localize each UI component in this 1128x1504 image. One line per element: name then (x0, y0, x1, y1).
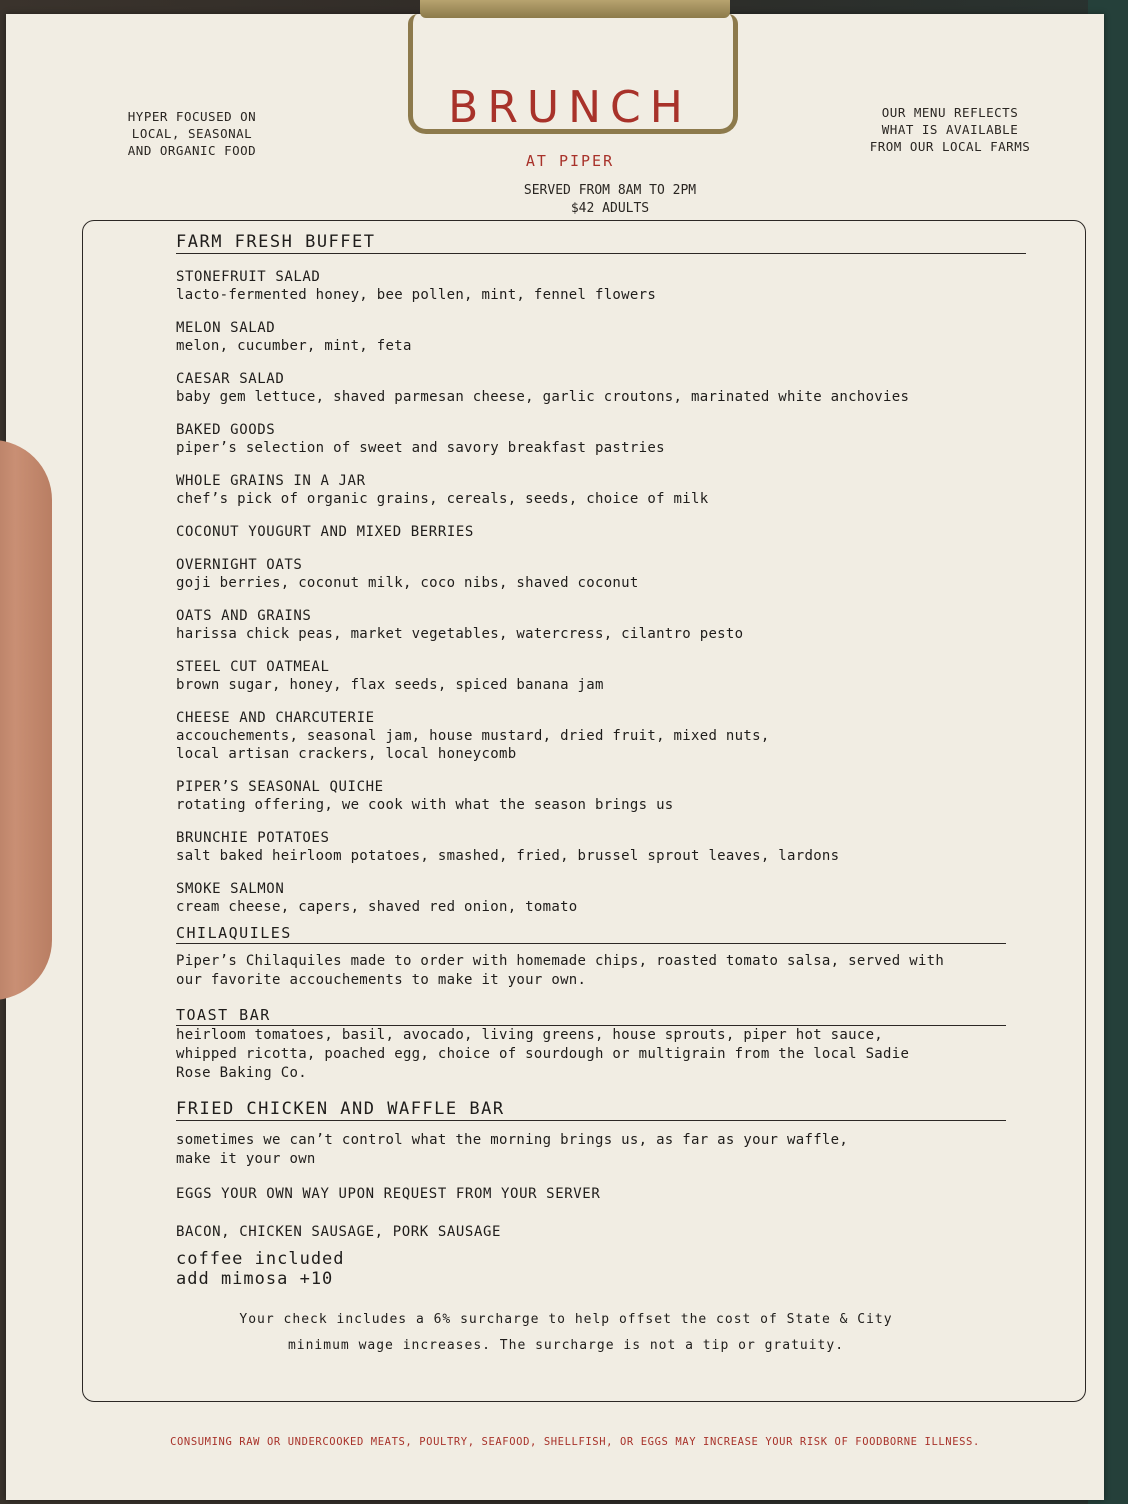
menu-item (176, 880, 1076, 916)
menu-item-desc: melon, cucumber, mint, feta (176, 338, 412, 354)
menu-item-name: COCONUT YOUGURT AND MIXED BERRIES (176, 524, 474, 540)
waffle-bar-description (176, 1131, 1076, 1169)
menu-item (176, 658, 1076, 694)
paragraph-line: heirloom tomatoes, basil, avocado, living greens, house sprouts, piper hot sauce, (176, 1027, 884, 1043)
beverages (176, 1249, 1076, 1289)
right-note-line: FROM OUR LOCAL FARMS (869, 139, 1031, 154)
paragraph-line: sometimes we can’t control what the morning brings us, as far as your waffle, (176, 1132, 849, 1148)
right-note-line: OUR MENU REFLECTS (881, 105, 1019, 120)
menu-item-desc: rotating offering, we cook with what the season brings us (176, 797, 674, 813)
toast-bar-description (176, 1026, 1076, 1083)
menu-item (176, 472, 1076, 508)
paragraph-line: make it your own (176, 1151, 316, 1167)
food-safety-warning: CONSUMING RAW OR UNDERCOOKED MEATS, POULTRY, SEAFOOD, SHELLFISH, OR EGGS MAY INCREASE YOUR RISK OF FOODBORNE ILLNESS. (170, 1436, 980, 1448)
section-title-waffle-bar: FRIED CHICKEN AND WAFFLE BAR (176, 1099, 1006, 1121)
menu-item (176, 370, 1076, 406)
paragraph-line: our favorite accouchements to make it your own. (176, 972, 587, 988)
left-note-line: HYPER FOCUSED ON (127, 109, 257, 124)
coffee-note: coffee included (176, 1249, 345, 1269)
menu-item (176, 421, 1076, 457)
menu-item-desc: brown sugar, honey, flax seeds, spiced banana jam (176, 677, 604, 693)
thumb (0, 440, 52, 1000)
menu-item (176, 607, 1076, 643)
menu-item-name: BRUNCHIE POTATOES (176, 830, 330, 846)
menu-item-name: BAKED GOODS (176, 422, 276, 438)
menu-item (176, 829, 1076, 865)
menu-item-desc: chef’s pick of organic grains, cereals, seeds, choice of milk (176, 491, 709, 507)
right-header-note (860, 104, 1040, 155)
left-note-line: LOCAL, SEASONAL (131, 126, 253, 141)
menu-item (176, 319, 1076, 355)
section-title-toast-bar: TOAST BAR (176, 1006, 1006, 1026)
menu-content (176, 232, 1076, 1359)
menu-item-desc: accouchements, seasonal jam, house mustard, dried fruit, mixed nuts, (176, 728, 770, 744)
menu-item-name: MELON SALAD (176, 320, 276, 336)
menu-item-desc: piper’s selection of sweet and savory breakfast pastries (176, 440, 665, 456)
menu-item (176, 523, 1076, 541)
right-note-line: WHAT IS AVAILABLE (881, 122, 1019, 137)
menu-item-desc: local artisan crackers, local honeycomb (176, 746, 517, 762)
menu-item-name: PIPER’S SEASONAL QUICHE (176, 779, 384, 795)
service-info (460, 182, 760, 218)
price: $42 ADULTS (570, 201, 650, 216)
service-hours: SERVED FROM 8AM TO 2PM (523, 183, 697, 198)
section-title-chilaquiles: CHILAQUILES (176, 924, 1006, 944)
paragraph-line: whipped ricotta, poached egg, choice of sourdough or multigrain from the local Sadie (176, 1046, 910, 1062)
paragraph-line: Rose Baking Co. (176, 1065, 307, 1081)
menu-item (176, 556, 1076, 592)
left-note-line: AND ORGANIC FOOD (127, 143, 257, 158)
surcharge-line: Your check includes a 6% surcharge to help offset the cost of State & City (239, 1312, 893, 1327)
menu-item (176, 268, 1076, 304)
menu-item-name: OATS AND GRAINS (176, 608, 312, 624)
menu-item-name: SMOKE SALMON (176, 881, 285, 897)
menu-item-name: WHOLE GRAINS IN A JAR (176, 473, 366, 489)
paragraph-line: Piper’s Chilaquiles made to order with homemade chips, roasted tomato salsa, served with (176, 953, 945, 969)
menu-item-desc: cream cheese, capers, shaved red onion, tomato (176, 899, 578, 915)
section-title-buffet: FARM FRESH BUFFET (176, 232, 1026, 254)
menu-item-name: STONEFRUIT SALAD (176, 269, 321, 285)
left-header-note (112, 108, 272, 159)
menu-item-desc: harissa chick peas, market vegetables, watercress, cilantro pesto (176, 626, 744, 642)
meats-note: BACON, CHICKEN SAUSAGE, PORK SAUSAGE (176, 1224, 502, 1240)
menu-item-name: CAESAR SALAD (176, 371, 285, 387)
mimosa-note: add mimosa +10 (176, 1269, 334, 1289)
brand-title: BRUNCH (448, 82, 692, 133)
chilaquiles-description (176, 952, 1076, 990)
menu-item (176, 709, 1076, 763)
menu-item-desc: lacto-fermented honey, bee pollen, mint, fennel flowers (176, 287, 657, 303)
menu-item-desc: baby gem lettuce, shaved parmesan cheese, garlic croutons, marinated white anchovies (176, 389, 910, 405)
menu-item-name: STEEL CUT OATMEAL (176, 659, 330, 675)
menu-item-name: CHEESE AND CHARCUTERIE (176, 710, 375, 726)
menu-item-desc: salt baked heirloom potatoes, smashed, fried, brussel sprout leaves, lardons (176, 848, 840, 864)
brand-subtitle: AT PIPER (525, 152, 615, 170)
menu-item (176, 778, 1076, 814)
menu-item-desc: goji berries, coconut milk, coco nibs, shaved coconut (176, 575, 639, 591)
surcharge-line: minimum wage increases. The surcharge is not a tip or gratuity. (287, 1338, 845, 1353)
menu-item-name: OVERNIGHT OATS (176, 557, 303, 573)
eggs-note: EGGS YOUR OWN WAY UPON REQUEST FROM YOUR SERVER (176, 1186, 601, 1202)
surcharge-notice (176, 1307, 956, 1359)
